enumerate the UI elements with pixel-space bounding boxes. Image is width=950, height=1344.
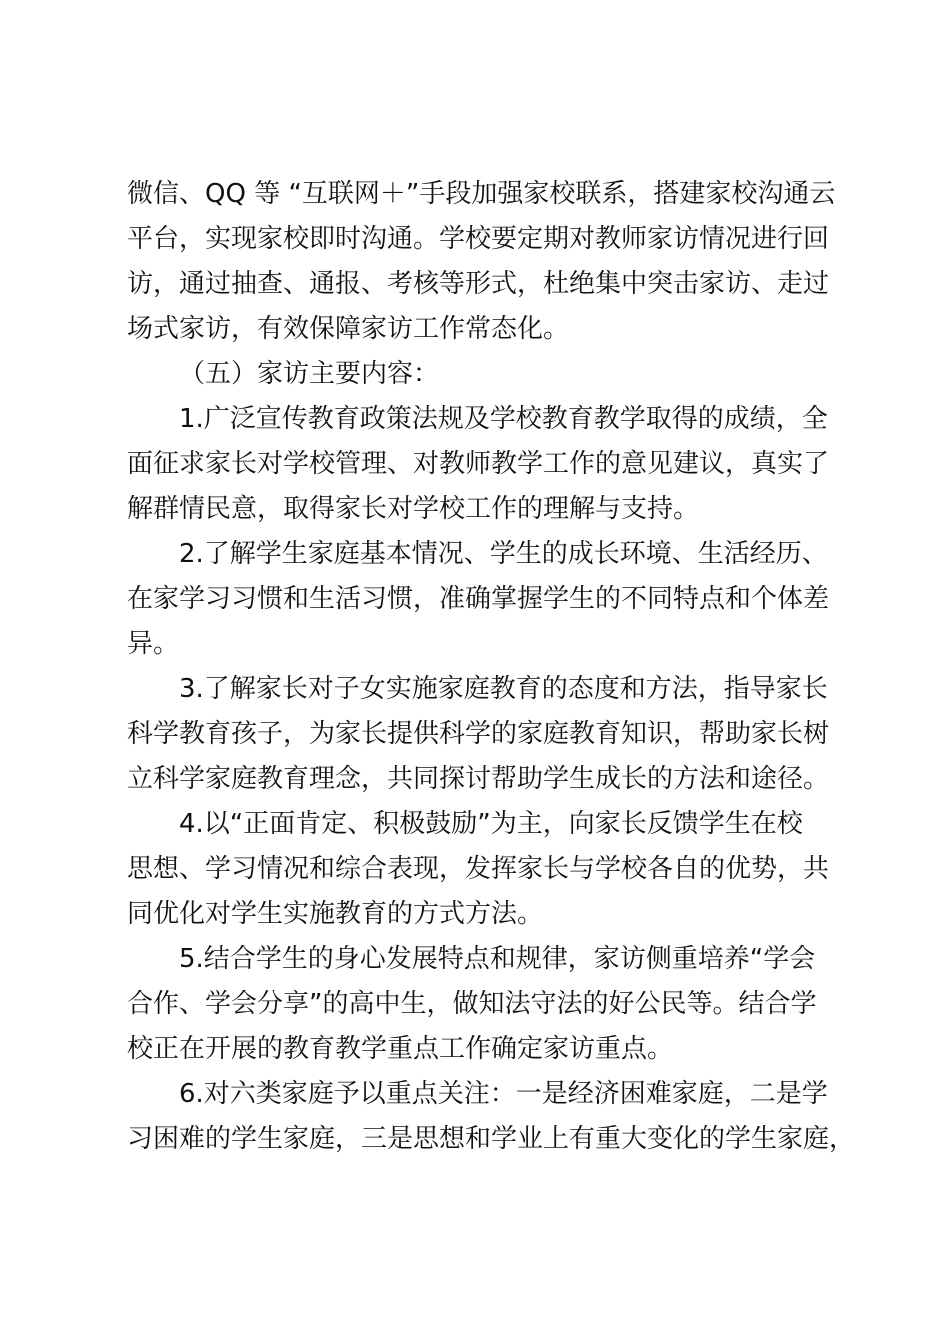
text-line: 4.以“正面肯定、积极鼓励”为主，向家长反馈学生在校 [179,809,803,839]
text-line: 同优化对学生实施教育的方式方法。 [127,899,544,929]
text-line: 场式家访，有效保障家访工作常态化。 [127,314,570,344]
text-line: 2.了解学生家庭基本情况、学生的成长环境、生活经历、 [179,539,828,569]
text-line: 平台，实现家校即时沟通。学校要定期对教师家访情况进行回 [127,224,830,254]
text-line: 解群情民意，取得家长对学校工作的理解与支持。 [127,494,700,524]
text-line: 6.对六类家庭予以重点关注：一是经济困难家庭，二是学 [179,1079,828,1109]
section-heading: （五）家访主要内容： [179,359,440,389]
text-line: 习困难的学生家庭，三是思想和学业上有重大变化的学生家庭， [127,1124,856,1154]
body-text [127,172,856,1162]
text-line: 访，通过抽查、通报、考核等形式，杜绝集中突击家访、走过 [127,269,830,299]
text-line: 1.广泛宣传教育政策法规及学校教育教学取得的成绩，全 [179,404,828,434]
text-line: 立科学家庭教育理念，共同探讨帮助学生成长的方法和途径。 [127,764,830,794]
text-line: 校正在开展的教育教学重点工作确定家访重点。 [127,1034,674,1064]
text-line: 科学教育孩子，为家长提供科学的家庭教育知识，帮助家长树 [127,719,830,749]
text-line: 异。 [127,629,180,659]
text-line: 面征求家长对学校管理、对教师教学工作的意见建议，真实了 [127,449,830,479]
text-line: 在家学习习惯和生活习惯，准确掌握学生的不同特点和个体差 [127,584,830,614]
text-line: 合作、学会分享”的高中生，做知法守法的好公民等。结合学 [127,989,817,1019]
text-line: 5.结合学生的身心发展特点和规律，家访侧重培养“学会 [179,944,816,974]
text-line: 3.了解家长对子女实施家庭教育的态度和方法，指导家长 [179,674,828,704]
text-line: 思想、学习情况和综合表现，发挥家长与学校各自的优势，共 [127,854,830,884]
text-line: 微信、QQ 等 “互联网＋”手段加强家校联系，搭建家校沟通云 [127,179,836,209]
